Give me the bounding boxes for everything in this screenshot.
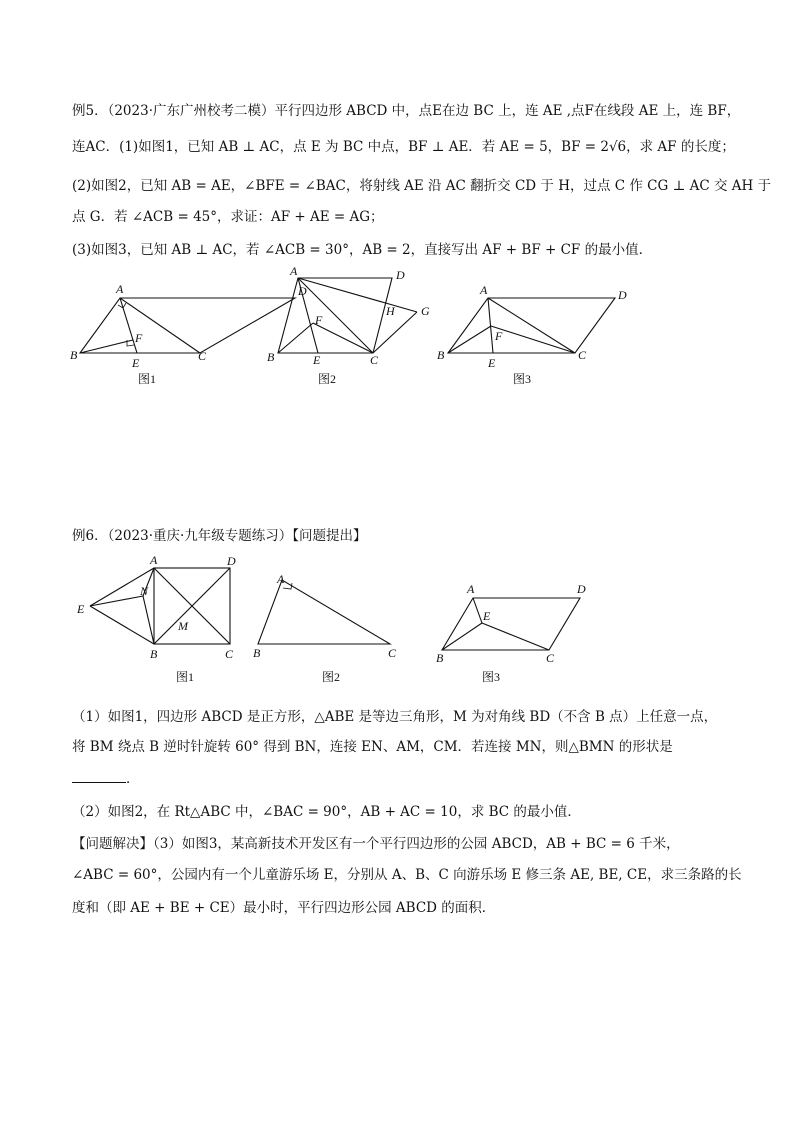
g3-label-C: C [546,651,555,665]
ex5-line-4: 点 G．若 ∠ACB = 45°，求证：AF + AE = AG； [72,209,384,225]
f1-label-A: A [116,282,124,296]
ex5-caption-fig2: 图2 [318,372,337,386]
f1-label-C: C [198,349,207,363]
ex6-q3-line-1: 【问题解决】（3）如图3，某高新技术开发区有一个平行四边形的公园 ABCD，AB + BC = 6 千米， [72,836,680,852]
ex6-q3-line-3: 度和（即 AE + BE + CE）最小时，平行四边形公园 ABCD 的面积． [72,900,496,916]
g3-label-D: D [577,582,586,596]
g1-label-B: B [150,647,158,661]
f2-label-H: H [386,304,395,318]
g1-label-N: N [140,584,149,598]
ex6-figure-1 [90,568,230,644]
f2-label-D: D [396,268,405,282]
f2-label-F: F [315,313,323,327]
ex5-line-2: 连AC．(1)如图1，已知 AB ⊥ AC，点 E 为 BC 中点，BF ⊥ AE．若 AE = 5，BF = 2√6，求 AF 的长度； [72,139,735,155]
g3-label-E: E [483,609,491,623]
g2-label-C: C [388,646,397,660]
ex5-figures [60,262,660,392]
ex5-line-3: (2)如图2，已知 AB = AE，∠BFE = ∠BAC，将射线 AE 沿 AC 翻折交 CD 于 H，过点 C 作 CG ⊥ AC 交 AH 于 [72,178,772,194]
f2-label-C: C [370,353,379,367]
ex6-caption-fig2: 图2 [322,670,341,684]
g1-label-D: D [227,554,236,568]
ex6-caption-fig3: 图3 [482,670,501,684]
g1-label-E: E [77,602,85,616]
ex6-q1-line-2: 将 BM 绕点 B 逆时针旋转 60° 得到 BN，连接 EN、AM，CM．若连接 MN，则△BMN 的形状是 [72,739,673,755]
g1-label-C: C [225,647,234,661]
f1-label-D: D [298,284,307,298]
ex6-q2: （2）如图2，在 Rt△ABC 中，∠BAC = 90°，AB + AC = 10，求 BC 的最小值． [72,804,581,820]
f3-label-D: D [618,288,627,302]
answer-blank [72,770,126,783]
f3-label-B: B [437,348,445,362]
g3-label-B: B [436,651,444,665]
ex6-figure-3 [442,598,580,650]
ex6-caption-fig1: 图1 [176,670,195,684]
ex6-title: 例6．（2023·重庆·九年级专题练习）【问题提出】 [72,528,367,544]
f2-label-B: B [267,350,275,364]
g1-label-M: M [178,619,188,633]
ex5-caption-fig1: 图1 [138,372,157,386]
ex6-figures [70,550,630,690]
ex6-figure-2 [258,580,390,644]
g1-label-A: A [150,553,158,567]
ex6-q1-line-3 [72,770,140,788]
f1-label-F: F [135,331,143,345]
g3-label-A: A [467,582,475,596]
ex6-q1-line-1: （1）如图1，四边形 ABCD 是正方形，△ABE 是等边三角形，M 为对角线 BD（不含 B 点）上任意一点， [72,709,718,725]
f3-label-A: A [480,283,488,297]
ex6-q1-period: ． [126,771,140,787]
ex5-figure-1 [80,298,295,353]
f1-label-B: B [70,348,78,362]
f2-label-E: E [313,353,321,367]
g2-label-B: B [253,646,261,660]
f3-label-E: E [488,356,496,370]
f3-label-F: F [495,329,503,343]
f3-label-C: C [578,348,587,362]
ex5-figure-3 [448,298,615,353]
ex5-line-1: 例5．（2023·广东广州校考二模）平行四边形 ABCD 中，点E在边 BC 上，连 AE ,点F在线段 AE 上，连 BF， [72,103,741,119]
f2-label-A: A [290,264,298,278]
ex5-line-5: (3)如图3，已知 AB ⊥ AC，若 ∠ACB = 30°，AB = 2，直接写出 AF + BF + CF 的最小值． [72,242,653,258]
ex6-q3-line-2: ∠ABC = 60°，公园内有一个儿童游乐场 E，分别从 A、B、C 向游乐场 E 修三条 AE, BE, CE，求三条路的长 [72,867,742,883]
g2-label-A: A [277,572,285,586]
f1-label-E: E [132,356,140,370]
ex5-caption-fig3: 图3 [513,372,532,386]
f2-label-G: G [421,304,430,318]
